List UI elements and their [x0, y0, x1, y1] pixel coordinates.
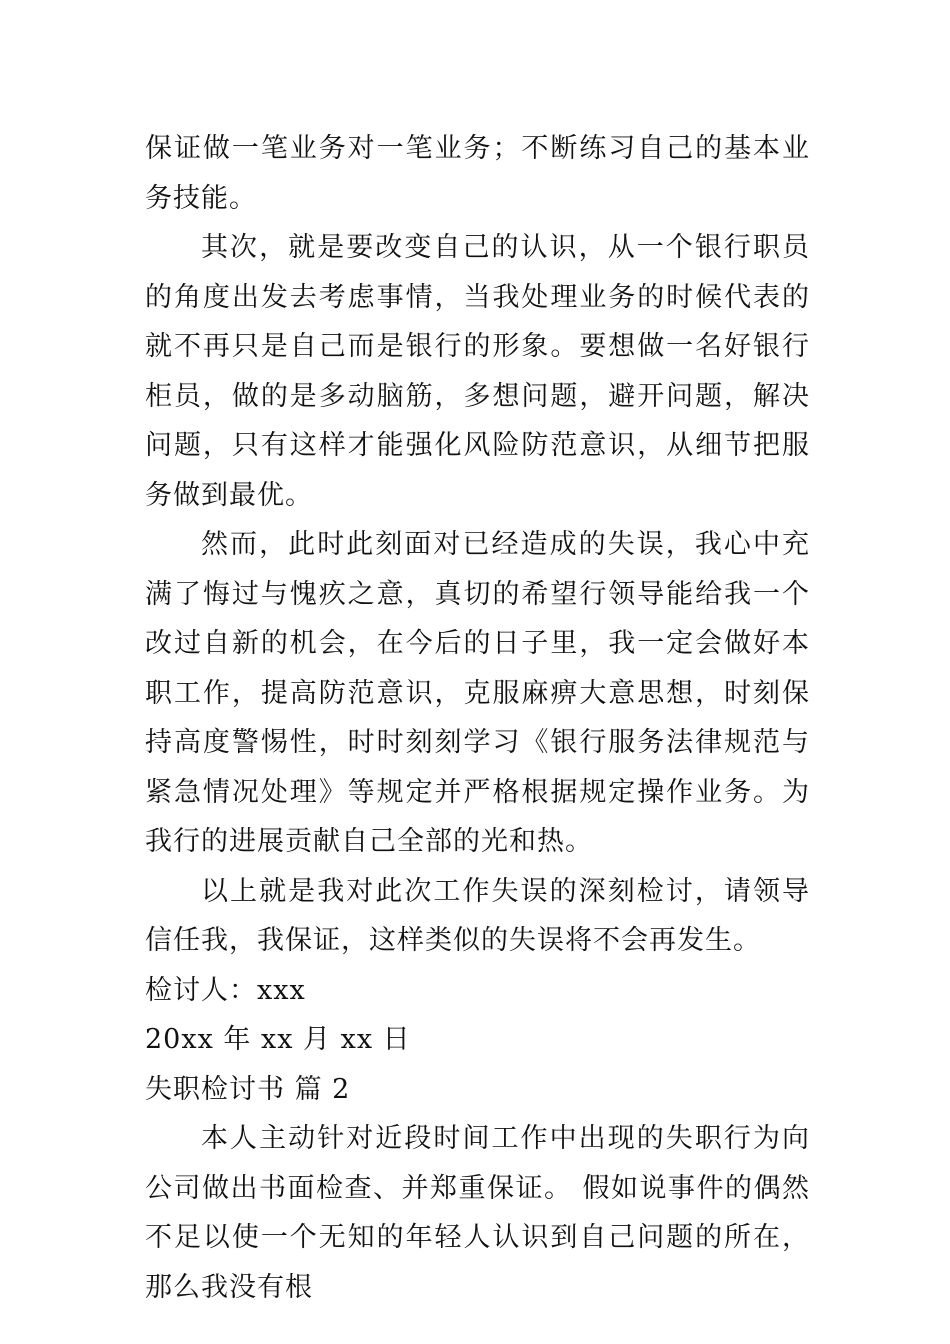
- paragraph-section2-intro: 本人主动针对近段时间工作中出现的失职行为向公司做出书面检查、并郑重保证。 假如说事件的偶然不足以使一个无知的年轻人认识到自己问题的所在，那么我没有根: [145, 1123, 810, 1303]
- paragraph-conclusion: 以上就是我对此次工作失误的深刻检讨，请领导信任我，我保证，这样类似的失误将不会再发生。: [145, 875, 810, 956]
- date-line: 20xx 年 xx 月 xx 日: [145, 1024, 411, 1055]
- section-title: 失职检讨书 篇 2: [145, 1073, 351, 1105]
- paragraph-continuation: 保证做一笔业务对一笔业务；不断练习自己的基本业务技能。: [145, 133, 810, 214]
- paragraph-change-perspective: 其次，就是要改变自己的认识，从一个银行职员的角度出发去考虑事情，当我处理业务的时候代表的就不再只是自己而是银行的形象。要想做一名好银行柜员，做的是多动脑筋，多想问题，避开问题，解决问题，只有这样才能强化风险防范意识，从细节把服务做到最优。: [145, 232, 810, 511]
- signature-line: 检讨人：xxx: [145, 974, 306, 1006]
- document-body: [145, 124, 810, 1312]
- paragraph-remorse: 然而，此时此刻面对已经造成的失误，我心中充满了悔过与愧疚之意，真切的希望行领导能给我一个改过自新的机会，在今后的日子里，我一定会做好本职工作，提高防范意识，克服麻痹大意思想，时刻保持高度警惕性，时时刻刻学习《银行服务法律规范与紧急情况处理》等规定并严格根据规定操作业务。为我行的进展贡献自己全部的光和热。: [145, 529, 810, 857]
